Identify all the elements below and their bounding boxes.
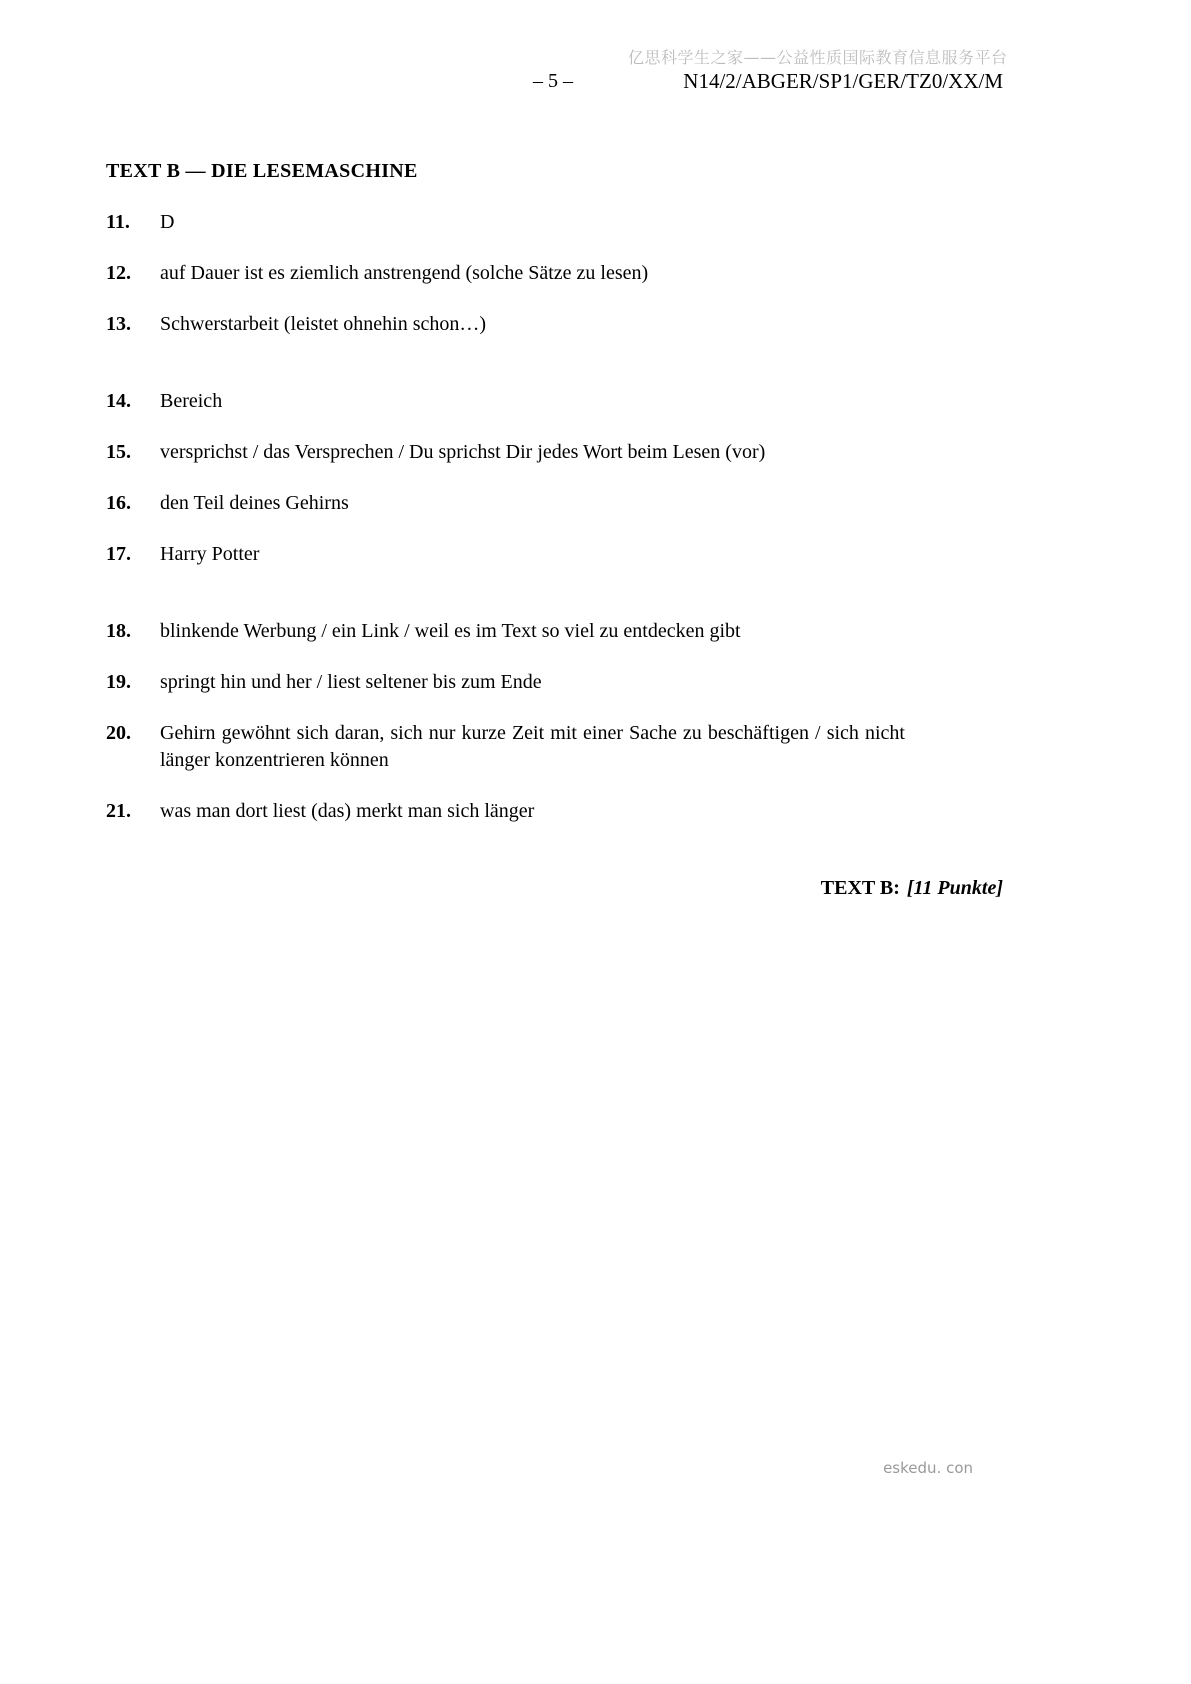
answer-text: Schwerstarbeit (leistet ohnehin schon…) bbox=[160, 313, 487, 335]
total-points: [11 Punkte] bbox=[906, 877, 1003, 899]
answer-text: auf Dauer ist es ziemlich anstrengend (solche Sätze zu lesen) bbox=[160, 262, 649, 284]
answer-text: Harry Potter bbox=[160, 543, 260, 565]
answer-number: 17. bbox=[106, 543, 131, 565]
answer-text: versprichst / das Versprechen / Du sprichst Dir jedes Wort beim Lesen (vor) bbox=[160, 441, 766, 463]
answer-number: 12. bbox=[106, 262, 131, 284]
total-label: TEXT B: bbox=[820, 877, 900, 899]
footer-watermark: eskedu. con bbox=[883, 1459, 973, 1477]
answer-number: 16. bbox=[106, 492, 131, 514]
answer-number: 18. bbox=[106, 620, 131, 642]
answer-number: 11. bbox=[106, 211, 130, 233]
answer-number: 20. bbox=[106, 722, 131, 744]
answer-row-14 bbox=[106, 388, 1003, 415]
answers-list bbox=[106, 209, 1003, 825]
answer-row-15 bbox=[106, 439, 1003, 466]
page-number: – 5 – bbox=[533, 70, 573, 92]
top-watermark: 亿思科学生之家——公益性质国际教育信息服务平台 bbox=[628, 48, 1008, 67]
answer-key-content bbox=[106, 158, 1003, 902]
answer-text: was man dort liest (das) merkt man sich länger bbox=[160, 800, 535, 822]
answer-text: den Teil deines Gehirns bbox=[160, 492, 349, 514]
answer-row-11 bbox=[106, 209, 1003, 236]
answer-number: 14. bbox=[106, 390, 131, 412]
answer-row-13 bbox=[106, 311, 1003, 338]
answer-number: 21. bbox=[106, 800, 131, 822]
answer-number: 19. bbox=[106, 671, 131, 693]
exam-code: N14/2/ABGER/SP1/GER/TZ0/XX/M bbox=[683, 69, 1003, 93]
answer-number: 13. bbox=[106, 313, 131, 335]
total-points-line bbox=[106, 875, 1003, 902]
answer-text: springt hin und her / liest seltener bis zum Ende bbox=[160, 671, 542, 693]
answer-row-21 bbox=[106, 798, 1003, 825]
answer-number: 15. bbox=[106, 441, 131, 463]
answer-row-16 bbox=[106, 490, 1003, 517]
answer-text: D bbox=[160, 211, 175, 233]
answer-text: Gehirn gewöhnt sich daran, sich nur kurze Zeit mit einer Sache zu beschäftigen / sich nicht länger konzentrieren können bbox=[160, 722, 905, 771]
answer-row-17 bbox=[106, 541, 1003, 568]
answer-row-18 bbox=[106, 618, 1003, 645]
answer-row-12 bbox=[106, 260, 1003, 287]
section-title: TEXT B — DIE LESEMASCHINE bbox=[106, 160, 418, 182]
answer-row-20 bbox=[106, 720, 1003, 774]
answer-text: Bereich bbox=[160, 390, 223, 412]
answer-row-19 bbox=[106, 669, 1003, 696]
answer-text: blinkende Werbung / ein Link / weil es im Text so viel zu entdecken gibt bbox=[160, 620, 741, 642]
